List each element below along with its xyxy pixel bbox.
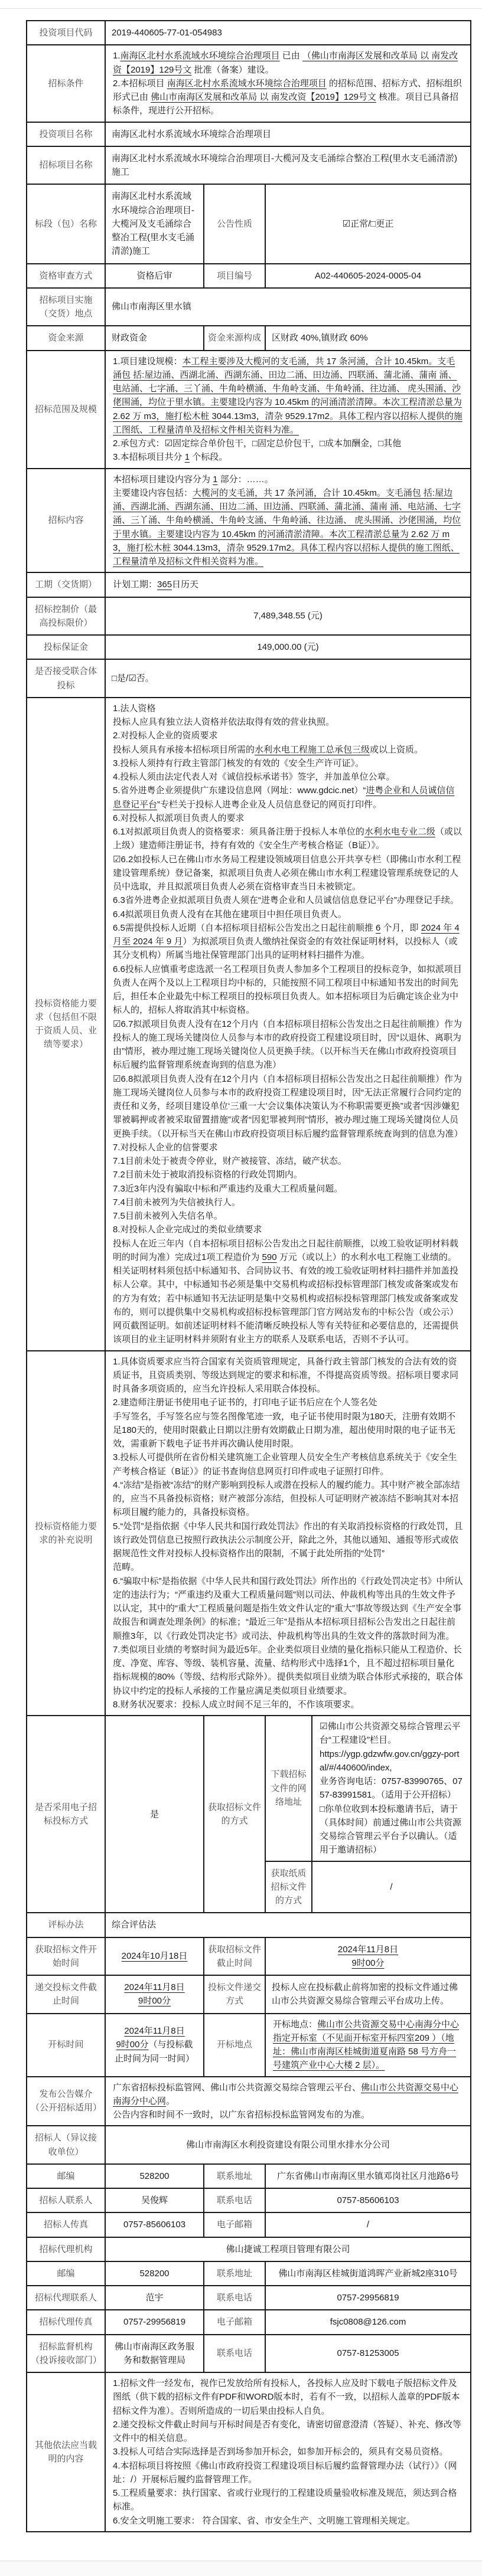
paragraph xyxy=(113,1949,196,1963)
supervisor-phone-label: 联系电话 xyxy=(204,2335,265,2373)
submit-method-label: 投标文件递交方式 xyxy=(204,1975,265,2014)
paragraph xyxy=(273,1943,463,1956)
tender-name-label: 招标项目名称 xyxy=(27,146,105,185)
paragraph xyxy=(113,473,463,486)
paragraph xyxy=(113,2514,463,2528)
qualification-review-value: 资格后审 xyxy=(105,264,204,288)
text: 2.承包方式：☑固定综合单价包干，□固定总价包干，□成本加酬金，□其他 xyxy=(113,438,402,449)
paragraph xyxy=(113,715,463,729)
paragraph xyxy=(113,1209,463,1223)
text: 3.投标人可结合实际选择是否到场参加开标会，如参加开标会的，须具有交易员资格。 xyxy=(113,2447,448,2457)
text: ☑6.8拟派项目负责人没有在12个月内（自本招标项目招标公告发出之日起往前顺推）作为施工现场关键岗位人员参与本市的政府投资工程建设项目时，因“无法正常履行合同约定的责任和义务，经项目建设单位‘三重一大’会议集体决策认为不称职需要更换”或者“因涉嫌犯罪被羁押或者被采取留置措施”或者“因犯罪被判刑”情形，被办理过施工现场关键岗位人员更换手续。（以开标当天在佛山市政府投资项目标后履约监督管理系统查询到的信息为准） xyxy=(113,1073,463,1139)
row-location xyxy=(27,288,471,326)
text: □你单位收到本投标邀请书后，请于（具体时间）前通过佛山市公共资源交易综合管理云平台予以确认。（适用于邀请招标） xyxy=(320,1803,462,1855)
tenderer-value: 佛山市南海区水利投资建设有限公司里水排水分公司 xyxy=(105,2126,471,2164)
tenderer-fax-label: 招标人传真 xyxy=(27,2212,105,2237)
bid-bond-value: 149,000.00 (元) xyxy=(105,635,471,659)
row-tenderer-fax xyxy=(27,2212,471,2237)
paragraph xyxy=(113,486,463,569)
location-label: 招标项目实施（交货）地点 xyxy=(27,288,105,326)
paragraph xyxy=(113,1575,463,1643)
paragraph xyxy=(113,893,463,907)
section-value: 南海区北村水系流域水环境综合治理项目-大榄河及支毛涌综合整冶工程(里水支毛涌清淤)施工 xyxy=(105,184,204,263)
text: 4.本招标项目将按照《佛山市政府投资工程建设项目标后履约监督管理办法（试行）》（网址：/）开展标后履约监督管理工作。 xyxy=(113,2460,457,2485)
download-address-label: 下载招标文件的网络地址 xyxy=(266,1716,312,1861)
paragraph xyxy=(113,729,463,742)
supervisor-phone-value: 0757-81253005 xyxy=(265,2335,471,2373)
text: 4.投标人须由法定代表人对《诚信投标承诺书》签字，并加盖单位公章。 xyxy=(113,772,395,782)
underlined-text: 2024年11月8日 xyxy=(124,1982,185,1992)
text: （与投标截止时间为同一时间） xyxy=(114,2040,194,2064)
text: 4.“冻结”是指被“冻结”的财产影响到投标人或潜在投标人的履约能力。其中财产被全部冻结的，应当不具备投标资格；财产被部分冻结，但投标人可证明财产被冻结不影响其对本招标项目履约能力的，具备投标资格。 xyxy=(113,1480,460,1518)
text: 3.投标人可提供所在省份相关建筑施工企业管理人员安全生产考核信息系统关于《安全生产考核合格证（B证）》的证书查询信息网页打印件或电子证照打印件。 xyxy=(113,1452,457,1477)
download-address-value xyxy=(312,1716,470,1861)
row-agency-contact xyxy=(27,2286,471,2310)
underlined-text: 2024年11月8日 xyxy=(337,1944,399,1955)
content-text xyxy=(105,469,471,573)
paragraph xyxy=(113,1451,463,1478)
row-evaluation xyxy=(27,1913,471,1937)
agency-post-value: 528200 xyxy=(105,2261,204,2286)
text: 个月，即 xyxy=(380,922,421,933)
text: 2.本招标项目 xyxy=(113,78,167,89)
tender-announcement-document xyxy=(0,9,482,2550)
paragraph xyxy=(113,1168,463,1181)
supervisor-value: 佛山市南海区政务服务和数据管理局 xyxy=(105,2335,204,2373)
paragraph xyxy=(113,921,463,963)
row-other xyxy=(27,2372,471,2532)
text: ☑6.2如投标人已在佛山市水务局工程建设领域项目信息公开共享专栏（即佛山市水利工程建设管理系统）登记备案，拟派项目负责人必须在佛山市水利工程建设管理系统登记的人员中选取，并且拟派项目负责人必须在资格审查当日未被锁定。 xyxy=(113,854,461,892)
underlined-text: 大榄河的支毛涌，共 17 条河涌，合计 10.45km。支毛涌包 括:屋边涌、西湖北涌、西湖东涌、田边二涌、田边涌、四联涌、蒲北涌、蒲南 涌、电站涌、七字涌、三丫涌、牛角岭横涌、牛角岭支涌、牛角岭涌、往边涌、 虎头围涌、沙佬围涌，均位于里水镇。主要建设内容为 10.45km 的河涌清淤清障。本次工程清淤总量为 2.62 万 m3，施打松木桩 3044.13m3，清杂 9529.17m2。具体工程内容以招标人提供的施工图纸、工程量清单及招标文件相关资料为准。 xyxy=(113,487,461,567)
row-qualification-notes xyxy=(27,1351,471,1716)
tenderer-label: 招标人（异议接收单位） xyxy=(27,2126,105,2164)
doc-obtain-method-label: 获取招标文件的方式 xyxy=(204,1716,265,1913)
underlined-text: （佛山市南海区发展和改革局 以 南发改资【2019】129号文 xyxy=(113,51,458,75)
submit-deadline-label: 递交投标文件截止时间 xyxy=(27,1975,105,2014)
paragraph xyxy=(113,1182,463,1196)
tenderer-email-label: 电子邮箱 xyxy=(204,2212,265,2237)
text: ”专栏关于投标人进粤企业及人员信息登记的网页打印件。 xyxy=(157,799,382,810)
paragraph xyxy=(113,2038,196,2066)
row-qualification-review xyxy=(27,264,471,288)
paragraph xyxy=(113,2459,463,2487)
underlined-text: 佛山市公共资源交易中心南海分中心指定开标室（不见面开标室开标四室209 ）（地址：佛山市南海区桂城街道夏南路 58 号方舟一号建筑产业中心大楼 2 层）。 xyxy=(273,2019,460,2071)
text: 核准。项目已具备招标条件，现进行公开招标。 xyxy=(113,92,459,116)
text: 7.2目前未处于被取消投标资格的行政处罚期内。 xyxy=(113,1170,302,1180)
row-tenderer xyxy=(27,2126,471,2164)
doc-end-time-value xyxy=(265,1937,471,1976)
underlined-text: 1 xyxy=(213,474,218,485)
paragraph xyxy=(113,1396,463,1409)
text: 日历天 xyxy=(172,580,199,590)
row-investment-name xyxy=(27,122,471,146)
agency-email-label: 电子邮箱 xyxy=(204,2310,265,2334)
opening-time-label: 开标时间 xyxy=(27,2014,105,2077)
paragraph xyxy=(113,1520,463,1561)
row-tenderer-post xyxy=(27,2164,471,2188)
paragraph xyxy=(113,355,463,437)
underlined-text: 6 xyxy=(376,922,381,933)
row-tenderer-contact xyxy=(27,2188,471,2212)
row-doc-time xyxy=(27,1937,471,1976)
underlined-text: 2024年11月8日 xyxy=(124,2026,185,2037)
paragraph xyxy=(320,1775,463,1802)
section-label: 标段（包）名称 xyxy=(27,184,105,263)
paragraph xyxy=(113,811,463,825)
paragraph xyxy=(113,825,463,853)
paragraph xyxy=(320,1720,463,1747)
underlined-text: 南海区北村水系流域水环境综合治理项目 xyxy=(120,51,280,61)
text: 7.1目前未处于被责令停业，财产被接管、冻结，破产状态。 xyxy=(113,1156,347,1166)
paragraph xyxy=(113,2108,463,2122)
text: 投标人须具有承接本招标项目所需的 xyxy=(113,744,255,755)
paragraph xyxy=(113,784,463,811)
text: 公告内容和时间不一致时，以广东省招标投标监管网发布的为准。 xyxy=(113,2110,370,2120)
paragraph xyxy=(113,1223,463,1236)
row-duration xyxy=(27,572,471,597)
text: 7.4目前未被列为失信被执行人。 xyxy=(113,1197,240,1207)
underlined-text: 9时00分 xyxy=(138,1996,171,2007)
row-agency xyxy=(27,2237,471,2261)
text: 2.对投标人企业的资质要求 xyxy=(113,731,218,741)
qualification-notes-text xyxy=(105,1351,471,1716)
paragraph xyxy=(113,1072,463,1141)
row-consortium xyxy=(27,659,471,698)
paragraph xyxy=(320,1802,463,1857)
funds-composition-label: 资金来源构成 xyxy=(204,326,265,350)
text: 7.5目前未被列入失信名单。 xyxy=(113,1211,223,1221)
agency-contact-value: 范宇 xyxy=(105,2286,204,2310)
paragraph xyxy=(113,702,463,715)
underlined-text: 南海区北村水系流域水环境综合治理项目 xyxy=(167,78,327,89)
location-value: 佛山市南海区里水镇 xyxy=(105,288,471,326)
project-number-value: A02-440605-2024-0005-04 xyxy=(265,264,471,288)
text: https://ygp.gdzwfw.gov.cn/ggzy-portal/#/440600/index, xyxy=(320,1749,460,1773)
tender-info-table xyxy=(26,20,471,2532)
text: 个标段。 xyxy=(190,452,228,463)
paragraph xyxy=(113,1017,463,1072)
underlined-text: 365 xyxy=(157,580,172,590)
tenderer-email-value: / xyxy=(265,2212,471,2237)
submit-method-value: 投标人应在投标截止前将加密的投标文件通过佛山市公共资源交易综合管理云平台成功上传。 xyxy=(265,1975,471,2014)
paragraph xyxy=(113,450,463,464)
media-label: 发布公告媒介（公开招标适用） xyxy=(27,2077,105,2126)
project-number-label: 项目编号 xyxy=(204,264,265,288)
text: 6.“骗取中标”是指依据《中华人民共和国行政处罚法》所作出的《行政处罚决定书》中所认定的违法行为；“严重违约及重大工程质量问题”则以司法、仲裁机构等出具的生效文件予以认定，其中的“重大”工程质量问题是指生效文件认定的“重大”事故等级达到《生产安全事故报告和调查处理条例》的标准；“最近三年”是指从本招标项目招标公告发出之日起往前顺推3年，以《行政处罚决定书》或司法、仲裁机构等出具的生效文件的落款时间为准。 xyxy=(113,1576,463,1641)
scope-text xyxy=(105,351,471,469)
row-funds xyxy=(27,326,471,350)
agency-post-label: 邮编 xyxy=(27,2261,105,2286)
opening-place-value xyxy=(265,2014,471,2077)
tenderer-phone-value: 0757-85606103 xyxy=(265,2188,471,2212)
row-agency-post xyxy=(27,2261,471,2286)
control-price-label: 招标控制价（最高投标限价） xyxy=(27,597,105,636)
evaluation-label: 评标办法 xyxy=(27,1913,105,1937)
text: 3.投标人须持有行政主管部门核发的有效的《安全生产许可证》。 xyxy=(113,758,364,768)
text: 投标人在近三年内（自本招标项目招标公告发出之日起往前顺推，以竣工验收证明材料载明的时间为准）完成过1项工程造价为 xyxy=(113,1238,459,1262)
paragraph xyxy=(113,963,463,1017)
tenderer-post-label: 邮编 xyxy=(27,2164,105,2188)
other-label: 其他依法应当载明的内容 xyxy=(27,2372,105,2532)
paragraph xyxy=(113,1698,463,1711)
underlined-text: 水利水电专业二级 xyxy=(364,827,435,837)
text: 万元（或以上）的水利水电工程施工业绩的。相关证明材料须包括中标通知书、合同协议书、有效的竣工验收证明材料扫描件并加盖投标人公章。其中，中标通知书必须是集中交易机构或招标投标管理部门核发或备案或发布的方为有效；若中标通知书无法证明是集中交易机构或招标投标管理部门核发或备案或发布的，则可以提供集中交易机构或招标投标管理部门官方网站发布的中标公告（或公示）网页截图证明。如前述证明材料不能清晰反映投标人等有关特征和必要信息的，还需提供该项目的业主证明材料并须附有业主方的联系人及联系电话，否则不予认可。 xyxy=(113,1252,459,1345)
text: 已由 xyxy=(279,51,302,61)
text: 6.4拟派项目负责人没有在其他在建项目中担任项目负责人。 xyxy=(113,909,347,919)
agency-label: 招标代理机构 xyxy=(27,2237,105,2261)
paragraph xyxy=(113,1237,463,1347)
row-opening xyxy=(27,2014,471,2077)
agency-email-value: fsjc0808@126.com xyxy=(265,2310,471,2334)
paragraph xyxy=(113,770,463,784)
tenderer-phone-label: 联系电话 xyxy=(204,2188,265,2212)
text: 6.3省外进粤企业拟派项目负责人须在“进粤企业和人员诚信信息登记平台”办理登记手续。 xyxy=(113,895,459,906)
text: 业务咨询电话：0757-83990765、0757-83991581。（适用于公开招标） xyxy=(320,1776,463,1801)
paragraph xyxy=(113,2418,463,2446)
text: 批准（备案）建设。 xyxy=(191,64,274,75)
funds-value: 财政资金 xyxy=(105,326,204,350)
paragraph xyxy=(113,77,463,118)
text: 6.安全文明施工要求： 符合国家、省、市安全生产、文明施工管理相关规定。 xyxy=(113,2515,415,2526)
paragraph xyxy=(113,743,463,757)
text: ☑6.7拟派项目负责人没有在12个月内（自本招标项目招标公告发出之日起往前顺推）作为投标人的施工现场关键岗位人员参与本市的政府投资工程建设项目时，因“以退休、离职为由”情形，被办理过施工现场关键岗位人员更换手续。（以开标当天在佛山市政府投资项目标后履约监督管理系统查询到的信息为准） xyxy=(113,1019,462,1071)
paragraph xyxy=(113,1560,463,1574)
paragraph xyxy=(113,2445,463,2459)
underlined-text: 本工程主要涉及大榄河的支毛涌，共 17 条河涌，合计 10.45km。支毛涌包 括:屋边涌、西湖北涌、西湖东涌、田边二涌、田边涌、四联涌、蒲北涌、蒲南 涌、电站涌、七字涌、三丫涌、牛角岭横涌、牛角岭支涌、牛角岭涌、往边涌、 虎头围涌、沙佬围涌，均位于里水镇。主要建设内容为 10.45km 的河涌清淤清障。本次工程清淤总量为 2.62 万 m3，施打松木桩 3044.13m3，清杂 9529.17m2。具体工程内容以招标人提供的施工图纸、工程量清单及招标文件相关资料为准。 xyxy=(113,356,463,435)
agency-fax-value: 0757-29956819 xyxy=(105,2310,204,2334)
qualification-review-label: 资格审查方式 xyxy=(27,264,105,288)
doc-obtain-sub-table xyxy=(266,1716,470,1912)
paragraph xyxy=(113,1981,196,1994)
agency-address-value: 佛山市南海区桂城街道鸿晖产业新城2座310号 xyxy=(265,2261,471,2286)
paragraph xyxy=(113,757,463,770)
tenderer-address-label: 联系地址 xyxy=(204,2164,265,2188)
text: 7.对投标人企业的信誉要求 xyxy=(113,1142,218,1153)
text: 1.项目建设规模： xyxy=(113,356,183,366)
row-qualification-req xyxy=(27,698,471,1351)
evaluation-value: 综合评估法 xyxy=(105,1913,471,1937)
text: 6.5需提供投标人近期（自本招标项目招标公告发出之日起往前顺推 xyxy=(113,922,376,933)
paragraph xyxy=(113,1410,463,1451)
text: 1.具体资质要求应当符合国家有关资质管理规定，具备行政主管部门核发的合法有效的资质证书，且资质类别、等级达到规定的要求和标准，不得提高资质等级。招标项目要求同时具备多项资质的，应当允许投标人采用联合体投标。 xyxy=(113,1356,459,1394)
paragraph xyxy=(113,908,463,921)
agency-phone-label: 联系电话 xyxy=(204,2286,265,2310)
text: 6.6投标人应慎重考虑选派一名工程项目负责人参加多个工程项目的投标竞争，如拟派项目负责人在两个及以上工程项目均中标的，只能按照不同工程项目中标通知书发出的时间先后，担任本企业最先中标工程项目的投标项目负责人。如本招标项目为后确定该企业为中标人的，招标人将取消其中标资格。 xyxy=(113,964,462,1016)
text: ☑佛山市公共资源交易综合管理云平台“工程建设”栏目。 xyxy=(320,1721,461,1746)
page-bottom-divider xyxy=(0,2561,482,2576)
row-scope xyxy=(27,351,471,469)
underlined-text: 水利水电工程施工总承包三级 xyxy=(255,744,370,755)
text: 1. xyxy=(113,51,120,61)
row-section xyxy=(27,184,471,263)
investment-name-value: 南海区北村水系流域水环境综合治理项目 xyxy=(105,122,471,146)
duration-value xyxy=(105,572,471,597)
opening-time-value xyxy=(105,2014,204,2077)
investment-name-label: 投资项目名称 xyxy=(27,122,105,146)
supervisor-label: 招标监督机构（投诉接收部门） xyxy=(27,2335,105,2373)
paragraph xyxy=(113,1154,463,1168)
doc-start-time-label: 获取招标文件开始时间 xyxy=(27,1937,105,1976)
underlined-text: 9时00分 xyxy=(116,2040,149,2050)
consortium-label: 是否接受联合体投标 xyxy=(27,659,105,698)
duration-label: 工期（交货期） xyxy=(27,572,105,597)
underlined-text: 2024 年 4 月至 2024 年 9 月 xyxy=(113,922,460,947)
paragraph xyxy=(113,1994,196,2008)
paragraph xyxy=(113,578,463,591)
row-media xyxy=(27,2077,471,2126)
row-control-price xyxy=(27,597,471,636)
text: 1.招标文件一经发布，视作已发放给所有投标人，各投标人应及时下载电子版招标文件及图纸（供下载的招标文件有PDF和WORD版本时，若有不一致，以招标人盖章的PDF版本招标文件为准）。否则所造成的一切后果由投标人自负。 xyxy=(113,2378,460,2416)
text: 6.1对拟派项目负责人的资格要求：须具备注册于投标人本单位的 xyxy=(113,827,364,837)
paragraph xyxy=(113,1141,463,1154)
tenderer-address-value: 广东省佛山市南海区里水镇邓岗社区月池路6号 xyxy=(265,2164,471,2188)
tenderer-contact-label: 招标人联系人 xyxy=(27,2188,105,2212)
paragraph xyxy=(113,2486,463,2514)
text: 开标地点： xyxy=(273,2019,318,2030)
underlined-text: 9时00分 xyxy=(351,1958,385,1968)
text: 计划工期： xyxy=(113,580,158,590)
investment-code-label: 投资项目代码 xyxy=(27,21,105,45)
paragraph xyxy=(113,1196,463,1209)
underlined-text: 590 xyxy=(262,1252,277,1262)
tenderer-post-value: 528200 xyxy=(105,2164,204,2188)
paragraph xyxy=(113,2081,463,2109)
qualification-req-label: 投标资格能力要求（包括但不限于资质人员、业绩等要求） xyxy=(27,698,105,1351)
underlined-text: 2024年10月18日 xyxy=(121,1951,188,1962)
download-address-row xyxy=(266,1716,470,1861)
submit-deadline-value xyxy=(105,1975,204,2014)
text: 投标人应具有独立法人资格并依法取得有效的营业执照。 xyxy=(113,717,335,727)
tenderer-contact-value: 吴俊辉 xyxy=(105,2188,204,2212)
text: 。 xyxy=(166,2096,175,2106)
text: 2.递交投标文件截止时间与开标时间是否有变化，请密切留意澄清（答疑）、补充、修改等文件中的相关信息。 xyxy=(113,2419,462,2443)
text: 1.法人资格 xyxy=(113,703,156,713)
paragraph xyxy=(113,1355,463,1396)
row-submit-deadline xyxy=(27,1975,471,2014)
paragraph xyxy=(113,1478,463,1520)
opening-place-label: 开标地点 xyxy=(204,2014,265,2077)
text: 5.工程质量要求：执行国家、省或行业现行的工程建设质量验收标准及规范，须达到合格标准。 xyxy=(113,2488,457,2512)
agency-address-label: 联系地址 xyxy=(204,2261,265,2286)
funds-label: 资金来源 xyxy=(27,326,105,350)
tenderer-fax-value: 0757-85606103 xyxy=(105,2212,204,2237)
e-bidding-value: 是 xyxy=(105,1716,204,1913)
qualification-notes-label: 投标资格能力要求的补充说明 xyxy=(27,1351,105,1716)
text: 6.对投标人拟派项目负责人的要求 xyxy=(113,813,245,823)
bid-conditions-label: 招标条件 xyxy=(27,45,105,122)
text: （或以上级）建造师注册证书，持有有效的《安全生产考核合格证（B证）》。 xyxy=(113,827,462,851)
paragraph xyxy=(273,1956,463,1970)
paragraph xyxy=(320,1747,463,1775)
text: 广东省招标投标监管网、佛山市公共资源交易综合管理云平台、 xyxy=(113,2082,362,2093)
page-top-divider xyxy=(0,0,482,9)
row-content xyxy=(27,469,471,573)
paper-doc-value: / xyxy=(312,1861,470,1913)
text: 5.省外进粤企业须提供广东建设信息网（网址：www.gdcic.net）“ xyxy=(113,785,366,796)
notice-nature-label: 公告性质 xyxy=(204,184,265,263)
text: 3.本招标项目共分 xyxy=(113,452,185,463)
text: 7.类似项目业绩的考察时间为最近5年。企业类似项目业绩的量化指标只能从工程造价、长度、净宽、库容、等级、装机容量、流量、结构形式中选择1个，且不超过招标项目量化指标规模的80%（等级、结构形式除外）。提供类似项目业绩为联合体形式承接的，联合体协议中约定的投标人承接的工作量应满足类似项目业绩要求。 xyxy=(113,1644,463,1696)
text: 主要建设内容包括： xyxy=(113,487,193,498)
text: 5.“处罚”是指依据《中华人民共和国行政处罚法》作出的有关取消投标资格的行政处罚，且该行政处罚信息已按照行政执法公示制度公开，除此之外，其他以通知、通报等形式或依据规范性文件对投标人投标资格作出的限制，不属于此处所指的“处罚” xyxy=(113,1521,463,1559)
text: 范畴。 xyxy=(113,1562,140,1573)
text: 7.3近3年内没有骗取中标和严重违约及重大工程质量问题。 xyxy=(113,1183,343,1194)
paragraph xyxy=(113,437,463,450)
e-bidding-label: 是否采用电子招标投标方式 xyxy=(27,1716,105,1913)
investment-code-value: 2019-440605-77-01-054983 xyxy=(105,21,471,45)
text: 的招标范围、招标方式、招标组织形式已由 xyxy=(113,78,462,102)
row-supervisor xyxy=(27,2335,471,2373)
agency-fax-label: 招标代理传真 xyxy=(27,2310,105,2334)
row-e-bidding xyxy=(27,1716,471,1913)
paragraph xyxy=(113,2377,463,2418)
text: 8.财务状况要求：投标人成立时间不足三年的，不作该项要求。 xyxy=(113,1699,360,1710)
paragraph xyxy=(113,1643,463,1698)
row-tender-name xyxy=(27,146,471,185)
media-text xyxy=(105,2077,471,2126)
doc-end-time-label: 获取招标文件截止时间 xyxy=(204,1937,265,1976)
paragraph xyxy=(113,2024,196,2038)
funds-composition-value: 区财政 40%,镇财政 60% xyxy=(265,326,471,350)
text: ）为拟派项目负责人缴纳社保资金的有效社保证明材料，以投标人（或其分支机构）所属当地社保管理部门出具的证明材料扫描件为准。 xyxy=(113,937,458,961)
row-investment-code xyxy=(27,21,471,45)
paragraph xyxy=(113,853,463,894)
tender-name-value: 南海区北村水系流域水环境综合治理项目-大榄河及支毛涌综合整冶工程(里水支毛涌清淤)施工 xyxy=(105,146,471,185)
content-label: 招标内容 xyxy=(27,469,105,573)
agency-contact-label: 招标代理联系人 xyxy=(27,2286,105,2310)
bid-conditions-text xyxy=(105,45,471,122)
scope-label: 招标范围及规模 xyxy=(27,351,105,469)
row-agency-fax xyxy=(27,2310,471,2334)
underlined-text: 佛山市南海区发展和改革局 以 南发改资【2019】129号文 xyxy=(151,92,376,102)
agency-phone-value: 0757-29956819 xyxy=(265,2286,471,2310)
control-price-value: 7,489,348.55 (元) xyxy=(105,597,471,636)
bid-bond-label: 投标保证金 xyxy=(27,635,105,659)
text: 本招标项目建设内容分为 xyxy=(113,474,213,485)
text: 部分：……。 xyxy=(217,474,273,485)
text: 或以上资质。 xyxy=(370,744,424,755)
row-bid-bond xyxy=(27,635,471,659)
paragraph xyxy=(273,2018,463,2073)
doc-start-time-value xyxy=(105,1937,204,1976)
doc-obtain-method-cell xyxy=(265,1716,471,1913)
agency-value: 佛山捷诚工程项目管理有限公司 xyxy=(105,2237,471,2261)
underlined-text: 进粤企业和人员诚信信息登记平台 xyxy=(113,785,455,810)
notice-nature-value: ☑正常/□更正 xyxy=(265,184,471,263)
row-bid-conditions xyxy=(27,45,471,122)
other-text xyxy=(105,2372,471,2532)
qualification-req-text xyxy=(105,698,471,1351)
underlined-text: 佛山市公共资源交易中心南海分中心网 xyxy=(113,2082,459,2106)
paper-doc-row xyxy=(266,1861,470,1913)
text: 2.建造师注册证书使用电子证书的，打印电子证书后应在个人签名处 xyxy=(113,1397,377,1408)
text: 8.对投标人企业完成过的类似业绩要求 xyxy=(113,1225,262,1235)
underlined-text: 1 xyxy=(184,452,190,463)
paragraph xyxy=(113,49,463,77)
paper-doc-label: 获取纸质招标文件的方式 xyxy=(266,1861,312,1913)
text: 手写签名，手写签名应与签名图像笔迹一致，电子证书使用时限为180天，注册有效期不足180天的，使用时限截止日期以注册有效期截止日期为准，超出使用时限的电子证书无效，需重新下载电子证书并再次确认使用时限。 xyxy=(113,1411,456,1449)
consortium-value: □是/☑否。 xyxy=(105,659,471,698)
